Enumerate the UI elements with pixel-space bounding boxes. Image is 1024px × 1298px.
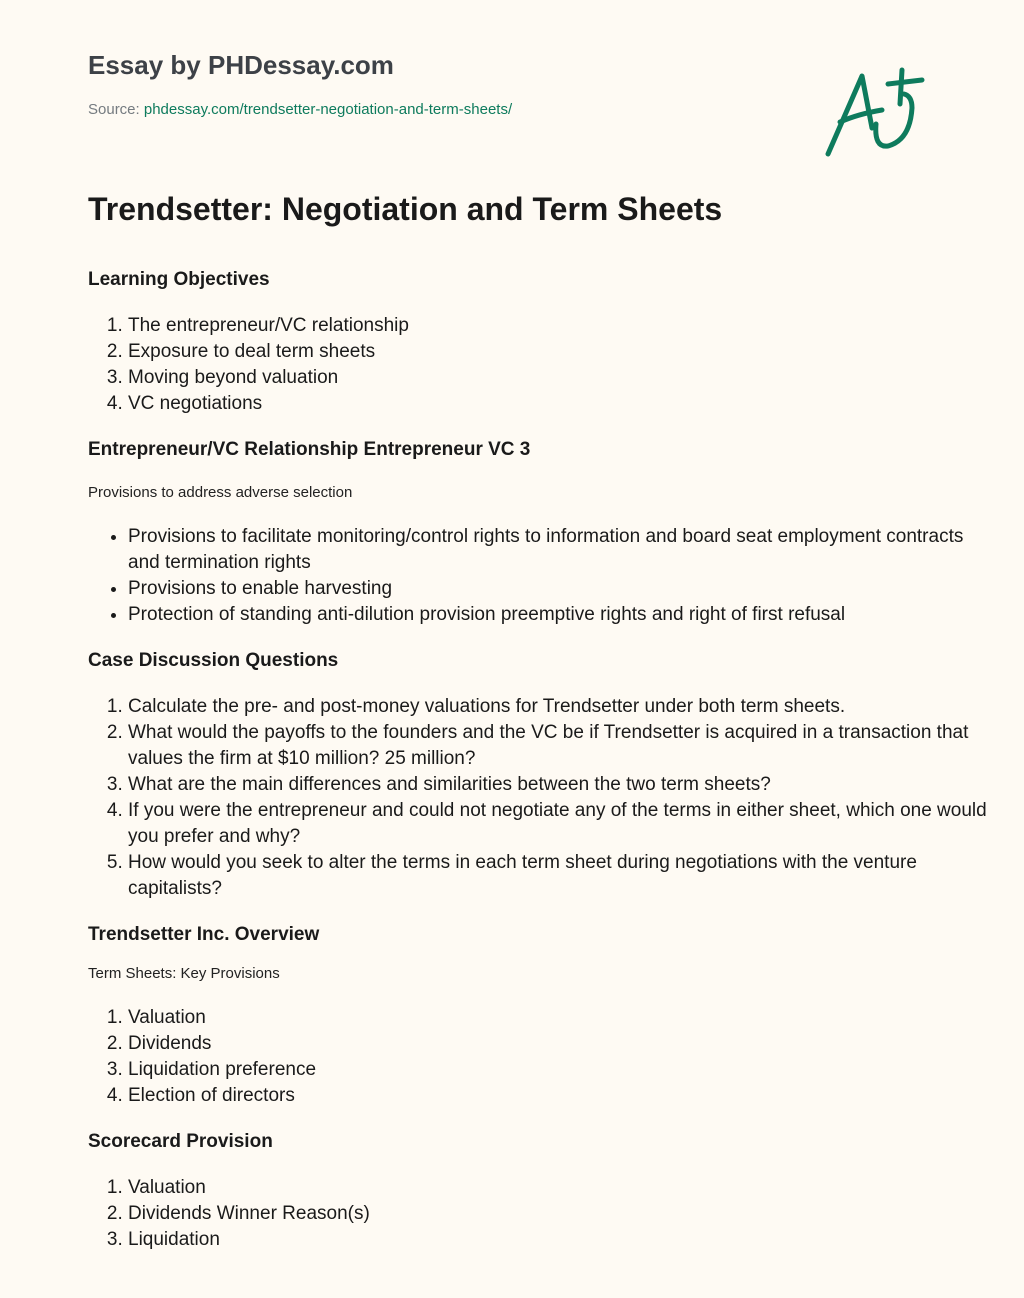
list-item: 2. Dividends Winner Reason(s): [128, 1201, 988, 1227]
scorecard-list: [88, 1175, 988, 1253]
section-heading: Scorecard Provision: [88, 1131, 273, 1152]
section-subtext: Term Sheets: Key Provisions: [88, 965, 280, 982]
section-heading: Trendsetter Inc. Overview: [88, 924, 320, 945]
section-heading: Learning Objectives: [88, 269, 270, 290]
key-provisions-list: [88, 1005, 988, 1109]
list-item: 2. Exposure to deal term sheets: [128, 339, 988, 365]
page-title: Trendsetter: Negotiation and Term Sheets: [88, 191, 723, 227]
list-item: 3. Liquidation: [128, 1227, 988, 1253]
source-line: [88, 101, 512, 118]
list-item: 1. Valuation: [128, 1175, 988, 1201]
list-item: 5. How would you seek to alter the terms in each term sheet during negotiations with the venture capitalists?: [128, 850, 988, 902]
source-link[interactable]: phdessay.com/trendsetter-negotiation-and-term-sheets/: [143, 101, 513, 118]
list-item: 1. Valuation: [128, 1005, 988, 1031]
list-item: • Provisions to enable harvesting: [128, 576, 988, 602]
list-item: 4. If you were the entrepreneur and could not negotiate any of the terms in either sheet, which one would you prefer and why?: [128, 798, 988, 850]
list-item: 3. What are the main differences and similarities between the two term sheets?: [128, 772, 988, 798]
list-item: 4. VC negotiations: [128, 391, 988, 417]
site-brand: Essay by PHDessay.com: [88, 50, 394, 80]
section-heading: Entrepreneur/VC Relationship Entrepreneur VC 3: [88, 439, 531, 460]
list-item: 3. Liquidation preference: [128, 1057, 988, 1083]
provisions-list: [88, 524, 988, 628]
list-item: 1. Calculate the pre- and post-money valuations for Trendsetter under both term sheets.: [128, 694, 988, 720]
list-item: 2. Dividends: [128, 1031, 988, 1057]
source-label: Source:: [88, 101, 140, 118]
section-subtext: Provisions to address adverse selection: [88, 484, 353, 501]
list-item: 1. The entrepreneur/VC relationship: [128, 313, 988, 339]
list-item: 2. What would the payoffs to the founders and the VC be if Trendsetter is acquired in a transaction that values the firm at $10 million? 25 million?: [128, 720, 988, 772]
section-heading: Case Discussion Questions: [88, 650, 339, 671]
learning-objectives-list: [88, 313, 988, 417]
list-item: 4. Election of directors: [128, 1083, 988, 1109]
questions-list: [88, 694, 988, 902]
list-item: 3. Moving beyond valuation: [128, 365, 988, 391]
a-plus-logo-icon: [818, 62, 930, 162]
list-item: • Provisions to facilitate monitoring/control rights to information and board seat employment contracts and termination rights: [128, 524, 988, 576]
list-item: • Protection of standing anti-dilution provision preemptive rights and right of first refusal: [128, 602, 988, 628]
